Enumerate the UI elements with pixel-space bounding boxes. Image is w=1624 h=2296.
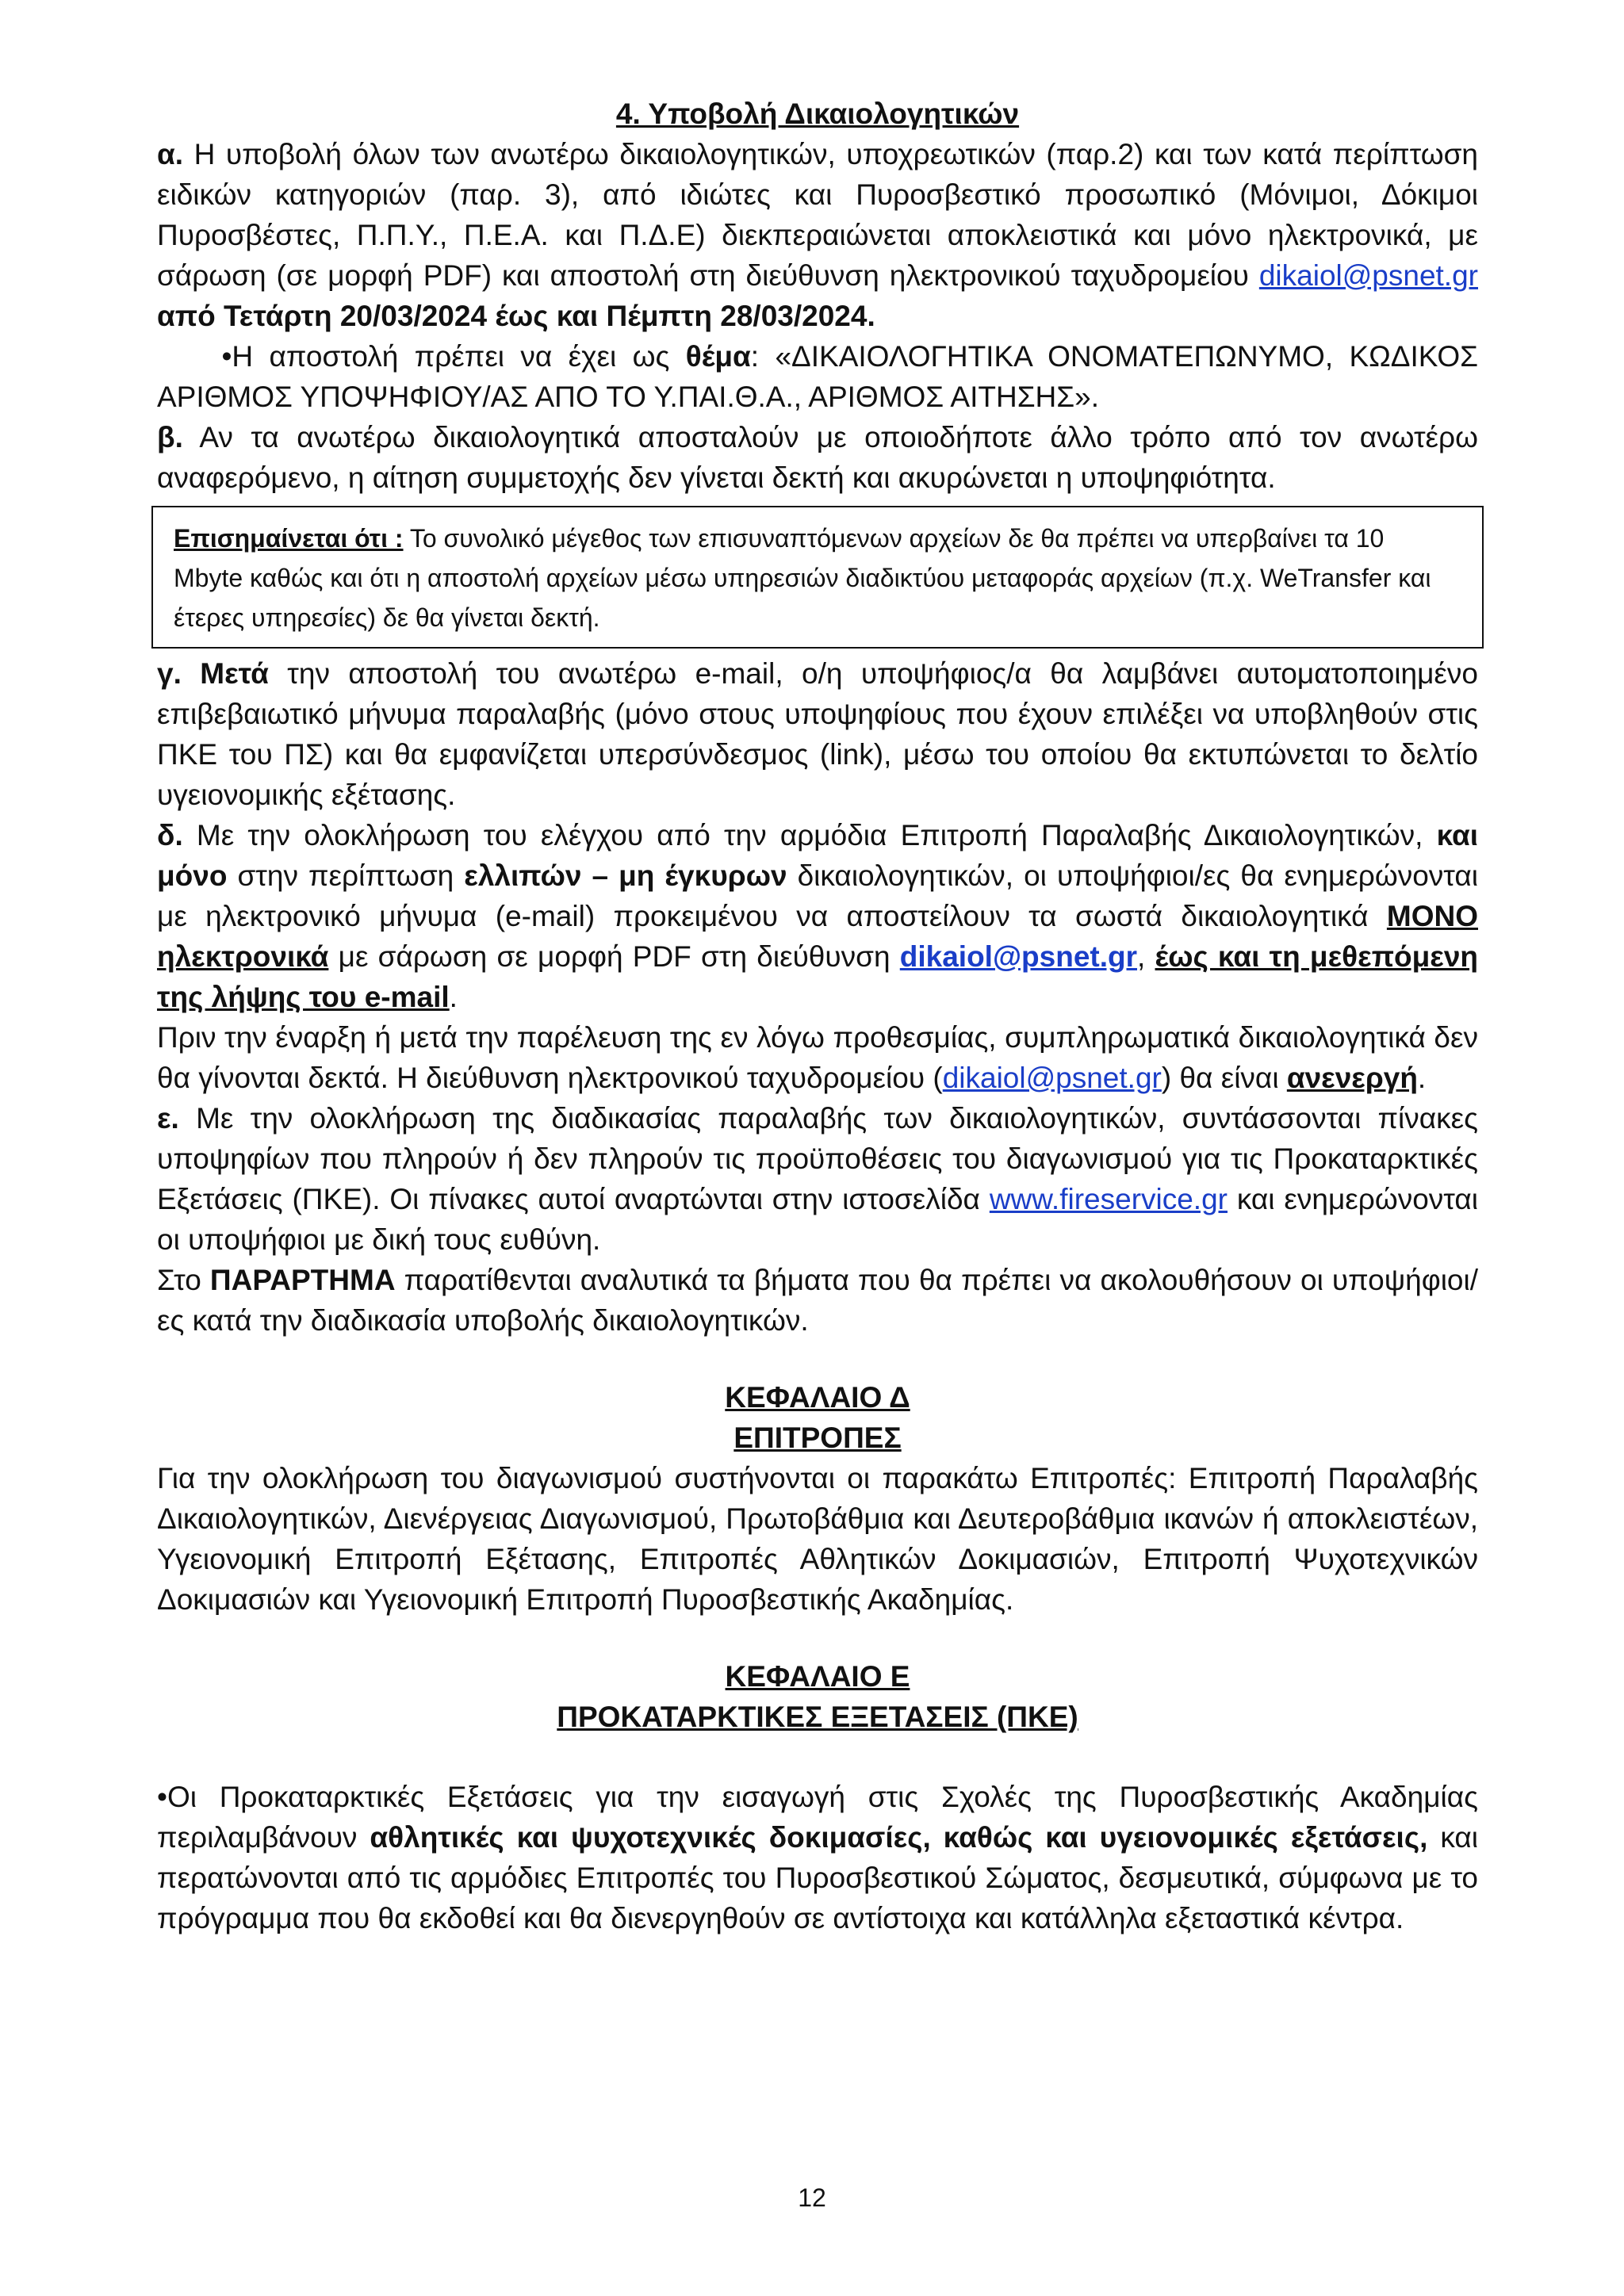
chapter-d-text: Για την ολοκλήρωση του διαγωνισμού συστήνονται οι παρακάτω Επιτροπές: Επιτροπή Παραλαβής Δικαιολογητικών, Διενέργειας Διαγωνισμού, Πρωτοβάθμια και Δευτεροβάθμια ικανών ή αποκλειστέων, Υγειονομική Επιτροπή Εξέτασης, Επιτροπές Αθλητικών Δοκιμασιών, Επιτροπή Ψυχοτεχνικών Δοκιμασιών και Υγειονομική Επιτροπή Πυροσβεστικής Ακαδημίας. [157,1462,1478,1616]
paragraph-b: β. Αν τα ανωτέρω δικαιολογητικά αποσταλούν με οποιοδήποτε άλλο τρόπο από τον ανωτέρω αναφερόμενο, η αίτηση συμμετοχής δεν γίνεται δεκτή και ακυρώνεται η υποψηφιότητα. [157,421,1478,494]
notice-label: Επισημαίνεται ότι : [174,524,404,553]
paragraph-deadline: Πριν την έναρξη ή μετά την παρέλευση της εν λόγω προθεσμίας, συμπληρωματικά δικαιολογητικά δεν θα γίνονται δεκτά. Η διεύθυνση ηλεκτρονικού ταχυδρομείου (dikaiol@psnet.gr) θα είναι ανενεργή. [157,1021,1478,1094]
bullet-icon: • [221,340,232,373]
email-link[interactable]: dikaiol@psnet.gr [1258,259,1478,292]
website-link[interactable]: www.fireservice.gr [989,1183,1228,1215]
notice-box [151,506,1484,649]
paragraph-annex: Στο ΠΑΡΑΡΤΗΜΑ παρατίθενται αναλυτικά τα βήματα που θα πρέπει να ακολουθήσουν οι υποψήφιοι/ες κατά την διαδικασία υποβολής δικαιολογητικών. [157,1264,1478,1337]
document-page [157,94,1478,1938]
paragraph-a-label: α. [157,138,184,170]
paragraph-d: δ. Με την ολοκλήρωση του ελέγχου από την αρμόδια Επιτροπή Παραλαβής Δικαιολογητικών, και μόνο στην περίπτωση ελλιπών – μη έγκυρων δικαιολογητικών, οι υποψήφιοι/ες θα ενημερώνονται με ηλεκτρονικό μήνυμα (e-mail) προκειμένου να αποστείλουν τα σωστά δικαιολογητικά ΜΟΝΟ ηλεκτρονικά με σάρωση σε μορφή PDF στη διεύθυνση dikaiol@psnet.gr, έως και τη μεθεπόμενη της λήψης του e-mail. [157,819,1478,1013]
paragraph-c: γ. Μετά την αποστολή του ανωτέρω e-mail, ο/η υποψήφιος/α θα λαμβάνει αυτοματοποιημένο επιβεβαιωτικό μήνυμα παραλαβής (μόνο στους υποψηφίους που έχουν επιλέξει να υποβληθούν στις ΠΚΕ του ΠΣ) και θα εμφανίζεται υπερσύνδεσμος (link), μέσω του οποίου θα εκτυπώνεται το δελτίο υγειονομικής εξέτασης. [157,657,1478,811]
bullet-icon: • [157,1781,167,1813]
page-number: 12 [798,2183,826,2212]
notice-text: Το συνολικό μέγεθος των επισυναπτόμενων αρχείων δε θα πρέπει να υπερβαίνει τα 10 Mbyte καθώς και ότι η αποστολή αρχείων μέσω υπηρεσιών διαδικτύου μεταφοράς αρχείων (π.χ. WeTransfer και έτερες υπηρεσίες) δε θα γίνεται δεκτή. [174,524,1431,632]
chapter-d-heading: ΚΕΦΑΛΑΙΟ Δ [725,1381,910,1414]
email-link[interactable]: dikaiol@psnet.gr [942,1062,1162,1094]
email-link[interactable]: dikaiol@psnet.gr [899,940,1137,973]
submission-dates: από Τετάρτη 20/03/2024 έως και Πέμπτη 28/03/2024. [157,300,875,332]
chapter-e-text: •Οι Προκαταρκτικές Εξετάσεις για την εισαγωγή στις Σχολές της Πυροσβεστικής Ακαδημίας περιλαμβάνουν αθλητικές και ψυχοτεχνικές δοκιμασίες, καθώς και υγειονομικές εξετάσεις, και περατώνονται από τις αρμόδιες Επιτροπές του Πυροσβεστικού Σώματος, δεσμευτικά, σύμφωνα με το πρόγραμμα που θα εκδοθεί και θα διενεργηθούν σε αντίστοιχα και κατάλληλα εξεταστικά κέντρα. [157,1781,1478,1934]
chapter-e-heading: ΚΕΦΑΛΑΙΟ Ε [725,1660,910,1693]
section-4-title: 4. Υποβολή Δικαιολογητικών [615,98,1020,130]
paragraph-a: α. Η υποβολή όλων των ανωτέρω δικαιολογητικών, υποχρεωτικών (παρ.2) και των κατά περίπτωση ειδικών κατηγοριών (παρ. 3), από ιδιώτες και Πυροσβεστικό προσωπικό (Μόνιμοι, Δόκιμοι Πυροσβέστες, Π.Π.Υ., Π.Ε.Α. και Π.Δ.Ε) διεκπεραιώνεται αποκλειστικά και μόνο ηλεκτρονικά, με σάρωση (σε μορφή PDF) και αποστολή στη διεύθυνση ηλεκτρονικού ταχυδρομείου dikaiol@psnet.gr από Τετάρτη 20/03/2024 έως και Πέμπτη 28/03/2024. [157,138,1478,332]
subject-bullet: •Η αποστολή πρέπει να έχει ως θέμα: «ΔΙΚΑΙΟΛΟΓΗΤΙΚΑ ΟΝΟΜΑΤΕΠΩΝΥΜΟ, ΚΩΔΙΚΟΣ ΑΡΙΘΜΟΣ ΥΠΟΨΗΦΙΟΥ/ΑΣ ΑΠΟ ΤΟ Υ.ΠΑΙ.Θ.Α., ΑΡΙΘΜΟΣ ΑΙΤΗΣΗΣ». [157,340,1478,413]
chapter-d-subheading: ΕΠΙΤΡΟΠΕΣ [733,1422,902,1454]
paragraph-e: ε. Με την ολοκλήρωση της διαδικασίας παραλαβής των δικαιολογητικών, συντάσσονται πίνακες υποψηφίων που πληρούν ή δεν πληρούν τις προϋποθέσεις του διαγωνισμού για τις Προκαταρκτικές Εξετάσεις (ΠΚΕ). Οι πίνακες αυτοί αναρτώνται στην ιστοσελίδα www.fireservice.gr και ενημερώνονται οι υποψήφιοι με δική τους ευθύνη. [157,1102,1478,1256]
chapter-e-subheading: ΠΡΟΚΑΤΑΡΚΤΙΚΕΣ ΕΞΕΤΑΣΕΙΣ (ΠΚΕ) [557,1701,1078,1733]
